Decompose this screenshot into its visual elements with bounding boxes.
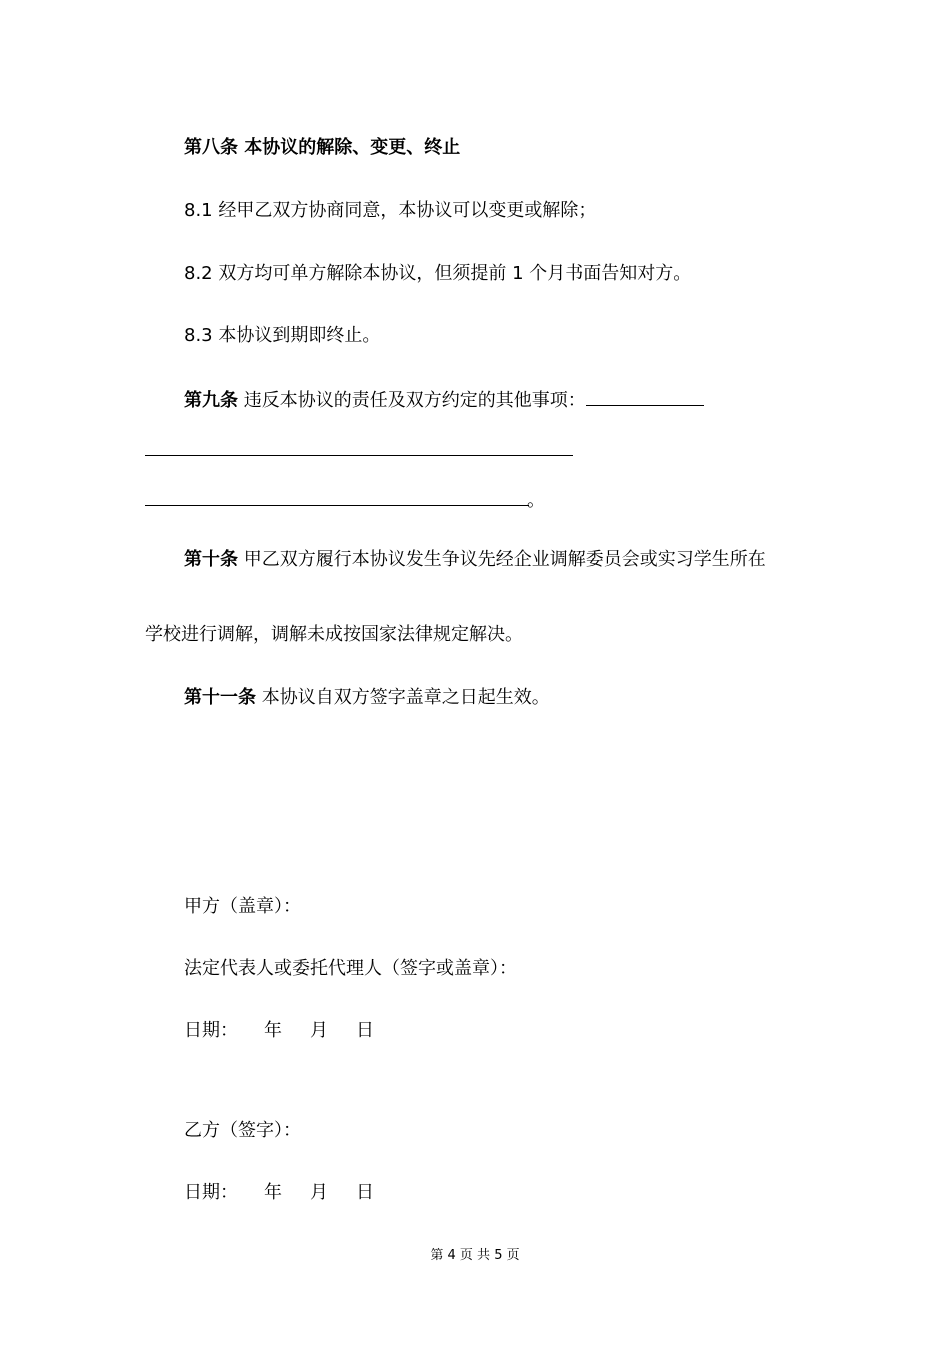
article11-label: 第十一条 <box>184 687 256 708</box>
party-b-date <box>184 1181 374 1205</box>
year-label: 年 <box>264 1182 282 1203</box>
party-a-seal: 甲方（盖章）： <box>184 896 301 917</box>
month-label: 月 <box>310 1020 328 1041</box>
article10-text-1: 甲乙双方履行本协议发生争议先经企业调解委员会或实习学生所在 <box>238 549 766 570</box>
article9-blank-3 <box>145 505 529 506</box>
article11-text: 本协议自双方签字盖章之日起生效。 <box>256 687 550 708</box>
date-label: 日期： <box>184 1182 238 1203</box>
year-label: 年 <box>264 1020 282 1041</box>
article9-line <box>184 387 704 413</box>
article8-heading: 第八条 本协议的解除、变更、终止 <box>184 137 461 158</box>
legal-representative: 法定代表人或委托代理人（签字或盖章）： <box>184 958 517 979</box>
month-label: 月 <box>310 1182 328 1203</box>
article10-line2: 学校进行调解，调解未成按国家法律规定解决。 <box>145 624 523 645</box>
clause-8-2: 8.2 双方均可单方解除本协议，但须提前 1 个月书面告知对方。 <box>184 263 692 284</box>
page-footer: 第 4 页 共 5 页 <box>430 1248 520 1263</box>
party-a-date <box>184 1019 374 1043</box>
article10-label: 第十条 <box>184 549 238 570</box>
article10-line1 <box>184 548 766 572</box>
party-b-signature: 乙方（签字）： <box>184 1120 301 1141</box>
article11-line <box>184 686 550 710</box>
article9-label: 第九条 <box>184 390 238 411</box>
clause-8-3: 8.3 本协议到期即终止。 <box>184 325 381 346</box>
day-label: 日 <box>356 1020 374 1041</box>
article9-text: 违反本协议的责任及双方约定的其他事项： <box>238 390 586 411</box>
article9-blank-2 <box>145 455 573 456</box>
article9-end-mark: 。 <box>527 490 545 511</box>
date-label: 日期： <box>184 1020 238 1041</box>
article9-blank-1 <box>586 387 704 406</box>
day-label: 日 <box>356 1182 374 1203</box>
clause-8-1: 8.1 经甲乙双方协商同意，本协议可以变更或解除； <box>184 200 597 221</box>
